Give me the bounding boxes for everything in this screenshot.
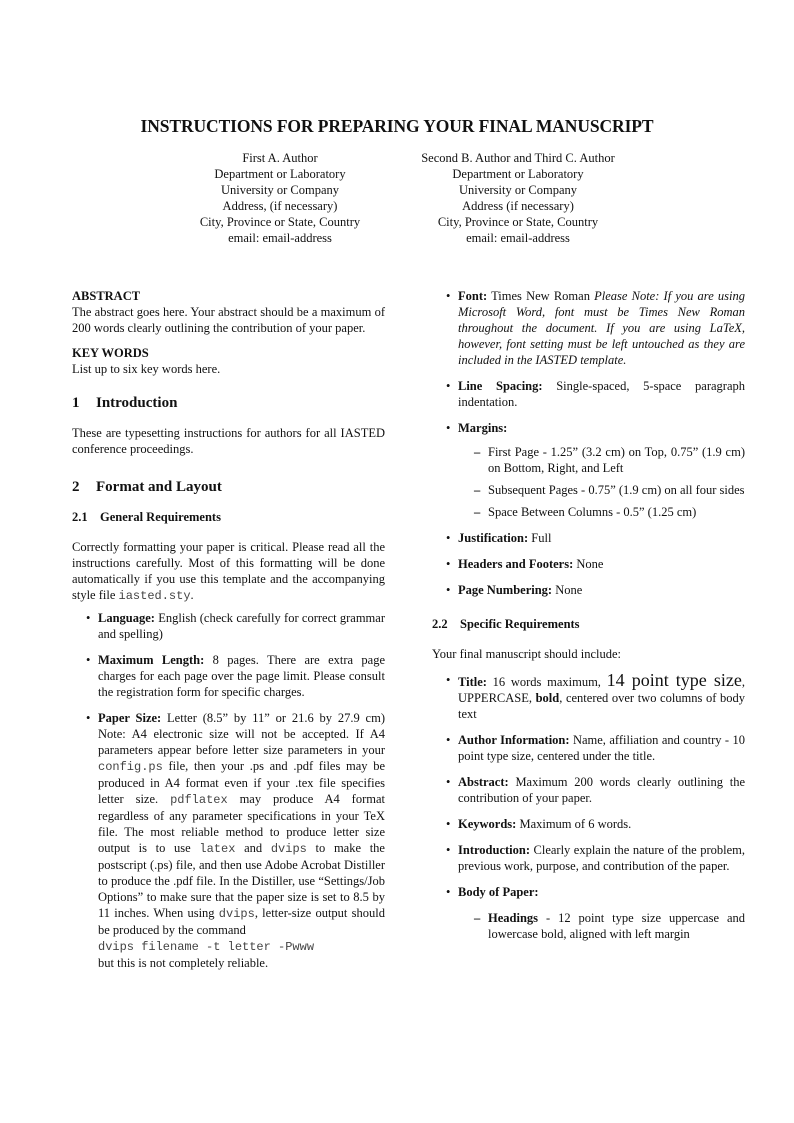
code-text: latex — [199, 842, 236, 856]
author-address: Address, (if necessary) — [222, 199, 338, 213]
item-text: English (check carefully for correct grammar and spelling) — [98, 611, 385, 641]
item-text: None — [552, 583, 583, 597]
item-note: Please Note: If you are using Microsoft Word, font must be Times New Roman throughout the document. If you are using LaTeX, however, font setting must be left untouched as they are included in the IASTED template. — [458, 289, 746, 367]
item-label: Justification: — [458, 531, 529, 545]
item-text: but this is not completely reliable. — [98, 956, 269, 970]
list-item-justification — [458, 530, 745, 546]
subsection-number: 2.2 — [432, 617, 448, 631]
list-item-keywords — [458, 816, 745, 832]
author-block-second — [408, 150, 628, 246]
abstract-heading: ABSTRACT — [72, 289, 141, 303]
sublist-item: – Subsequent Pages - 0.75” (1.9 cm) on all four sides — [488, 482, 745, 498]
subsection-title: Specific Requirements — [460, 617, 580, 631]
author-city: City, Province or State, Country — [437, 215, 599, 229]
keywords-text: List up to six key words here. — [72, 362, 221, 376]
right-column — [432, 288, 745, 952]
item-text: file, then your .ps and .pdf files may be produced in A4 format even if your .tex file specifies letter size. — [98, 759, 385, 806]
subsection-title: General Requirements — [100, 510, 221, 524]
item-text: , UPPERCASE, — [458, 675, 745, 705]
item-text: , letter-size output should be produced by the command — [98, 906, 385, 937]
body-sublist — [458, 910, 745, 942]
author-name: First A. Author — [242, 151, 318, 165]
list-item-abstract — [458, 774, 745, 806]
code-text: dvips — [218, 907, 255, 921]
list-item-paper-size — [98, 710, 385, 971]
item-label: Title: — [458, 675, 487, 689]
item-label: Abstract: — [458, 775, 509, 789]
list-item-body-of-paper — [458, 884, 745, 942]
item-text: 8 pages. There are extra page charges for each page over the page limit. Please consult the registration form for specific charges. — [98, 653, 386, 699]
text-run: . — [190, 588, 194, 602]
author-city: City, Province or State, Country — [199, 215, 361, 229]
list-item-language — [98, 610, 385, 642]
list-item-margins — [458, 420, 745, 520]
item-text: None — [573, 557, 604, 571]
item-label: Paper Size: — [98, 711, 162, 725]
specific-requirements-list — [432, 672, 745, 942]
abstract-text: The abstract goes here. Your abstract should be a maximum of 200 words clearly outlining the contribution of your paper. — [72, 305, 385, 335]
item-label: Headers and Footers: — [458, 557, 574, 571]
sublist-item: – Space Between Columns - 0.5” (1.25 cm) — [488, 504, 745, 520]
item-text: Name, affiliation and country - 10 point type size, centered under the title. — [458, 733, 745, 763]
author-department: Department or Laboratory — [214, 167, 346, 181]
item-label: Keywords: — [458, 817, 517, 831]
section-heading-introduction — [72, 395, 385, 411]
command-text: dvips filename -t letter -Pwww — [98, 940, 315, 954]
section-number: 1 — [72, 395, 80, 411]
item-text: Maximum of 6 words. — [516, 817, 632, 831]
subsection-heading-general — [72, 509, 385, 525]
style-file-name: iasted.sty — [118, 589, 191, 603]
section-number: 2 — [72, 479, 80, 495]
author-name: Second B. Author and Third C. Author — [421, 151, 615, 165]
item-label: Margins: — [458, 421, 508, 435]
bold-text: bold — [535, 691, 560, 705]
section-title: Introduction — [96, 395, 178, 411]
author-department: Department or Laboratory — [452, 167, 584, 181]
list-item-headers-footers — [458, 556, 745, 572]
list-item-page-numbering — [458, 582, 745, 598]
subsection-heading-specific — [432, 616, 745, 632]
item-text: Clearly explain the nature of the problem, previous work, purpose, and contribution of the paper. — [458, 843, 745, 873]
general-requirements-text — [72, 539, 385, 604]
code-text: dvips — [270, 842, 307, 856]
code-text: pdflatex — [170, 793, 228, 807]
item-label: Page Numbering: — [458, 583, 553, 597]
specific-requirements-text: Your final manuscript should include: — [432, 647, 621, 661]
introduction-text: These are typesetting instructions for authors for all IASTED conference proceedings. — [72, 426, 385, 456]
item-text: - 12 point type size uppercase and lowercase bold, aligned with left margin — [488, 911, 745, 941]
large-text: 14 point type size — [606, 670, 742, 690]
list-item-line-spacing — [458, 378, 745, 410]
list-item-introduction — [458, 842, 745, 874]
section-title: Format and Layout — [96, 479, 222, 495]
author-email: email: email-address — [466, 231, 570, 245]
list-item-max-length — [98, 652, 385, 700]
author-address: Address (if necessary) — [462, 199, 574, 213]
left-column — [72, 288, 385, 981]
subsection-number: 2.1 — [72, 510, 88, 524]
list-item-font — [458, 288, 745, 368]
author-email: email: email-address — [228, 231, 332, 245]
item-text: Single-spaced, 5-space paragraph indentation. — [458, 379, 745, 409]
list-item-title — [458, 672, 745, 722]
margins-sublist — [458, 444, 745, 520]
item-label: Maximum Length: — [98, 653, 205, 667]
author-block-first — [180, 150, 380, 246]
item-text: and — [235, 841, 271, 855]
paper-title: INSTRUCTIONS FOR PREPARING YOUR FINAL MANUSCRIPT — [140, 116, 654, 136]
keywords-heading: KEY WORDS — [72, 346, 149, 360]
code-text: config.ps — [98, 760, 163, 774]
item-label: Author Information: — [458, 733, 570, 747]
item-label: Language: — [98, 611, 155, 625]
section-heading-format — [72, 479, 385, 495]
item-text: Maximum 200 words clearly outlining the contribution of your paper. — [458, 775, 745, 805]
item-text: 16 words maximum, — [486, 675, 607, 689]
list-item-author-information — [458, 732, 745, 764]
item-label: Line Spacing: — [458, 379, 543, 393]
general-requirements-list-continued — [432, 288, 745, 598]
author-organization: University or Company — [458, 183, 578, 197]
item-label: Body of Paper: — [458, 885, 539, 899]
item-label: Font: — [458, 289, 488, 303]
item-text: Full — [528, 531, 552, 545]
text-run: Correctly formatting your paper is critical. Please read all the instructions carefully. Most of this formatting will be done automatically if you use this template and the accompanying style file — [72, 540, 385, 602]
sublist-item: – First Page - 1.25” (3.2 cm) on Top, 0.75” (1.9 cm) on Bottom, Right, and Left — [488, 444, 745, 476]
author-organization: University or Company — [220, 183, 340, 197]
general-requirements-list — [72, 610, 385, 971]
item-label: Introduction: — [458, 843, 531, 857]
item-label: Headings — [488, 911, 539, 925]
item-text: Letter (8.5” by 11” or 21.6 by 27.9 cm) Note: A4 electronic size will not be accepted. If A4 parameters appear before letter size parameters in your — [98, 711, 385, 757]
item-text: may produce A4 format regardless of any parameter specifications in your TeX file. The most reliable method to produce letter size output is to use — [98, 792, 385, 855]
item-text: Times New Roman — [487, 289, 595, 303]
item-text: , centered over two columns of body text — [458, 691, 746, 721]
item-text: to make the postscript (.ps) file, and then use Adobe Acrobat Distiller to produce the .pdf file. In the Distiller, use “Settings/Job Options” to make sure that the paper size is set to 8.5 by 11 inches. When using — [98, 841, 385, 920]
sublist-item — [488, 910, 745, 942]
